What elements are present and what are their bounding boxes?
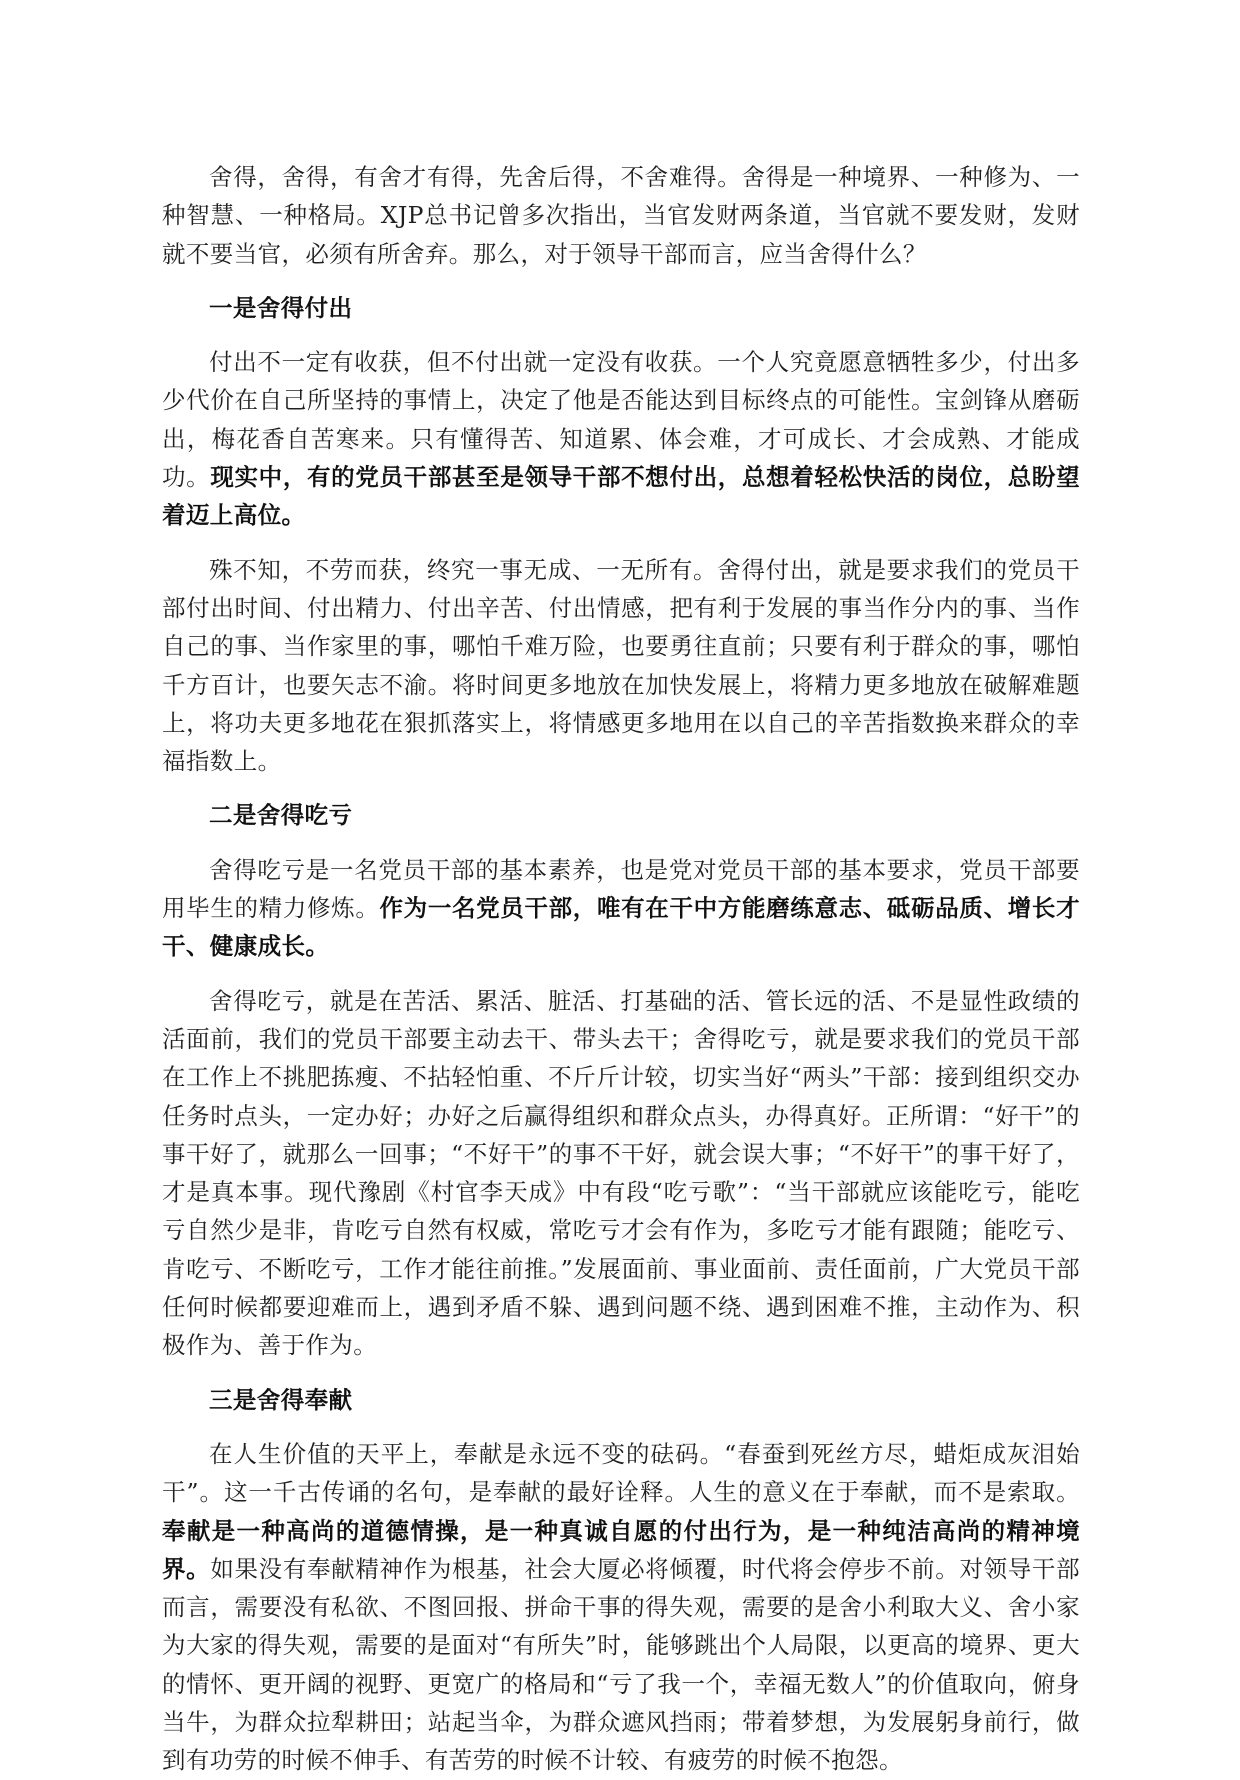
section-heading-1: 一是舍得付出 bbox=[209, 293, 353, 322]
bold-text-segment: 作为一名党员干部，唯有在干中方能磨练意志、砥砺品质、增长才干、健康成长。 bbox=[162, 894, 1080, 961]
section-heading-3: 三是舍得奉献 bbox=[209, 1385, 353, 1414]
bold-text-segment: 现实中，有的党员干部甚至是领导干部不想付出，总想着轻松快活的岗位，总盼望着迈上高位。 bbox=[162, 463, 1080, 530]
text-segment: 舍得吃亏是一名党员干部的基本素养，也是党对党员干部的基本要求，党员干部要用毕生的精力修炼。 bbox=[162, 855, 1080, 923]
text-segment: 舍得吃亏，就是在苦活、累活、脏活、打基础的活、管长远的活、不是显性政绩的活面前，我们的党员干部要主动去干、带头去干；舍得吃亏，就是要求我们的党员干部在工作上不挑肥拣瘦、不拈轻怕重、不斤斤计较，切实当好“两头”干部：接到组织交办任务时点头，一定办好；办好之后赢得组织和群众点头，办得真好。正所谓：“好干”的事干好了，就那么一回事；“不好干”的事不干好，就会误大事；“不好干”的事干好了，才是真本事。现代豫剧《村官李天成》中有段“吃亏歌”：“当干部就应该能吃亏，能吃亏自然少是非，肯吃亏自然有权威，常吃亏才会有作为，多吃亏才能有跟随；能吃亏、肯吃亏、不断吃亏，工作才能往前推。”发展面前、事业面前、责任面前，广大党员干部任何时候都要迎难而上，遇到矛盾不躲、遇到问题不绕、遇到困难不推，主动作为、积极作为、善于作为。 bbox=[162, 986, 1080, 1360]
section-heading-2: 二是舍得吃亏 bbox=[209, 801, 353, 830]
text-segment: 在人生价值的天平上，奉献是永远不变的砝码。“春蚕到死丝方尽，蜡炬成灰泪始干”。这一千古传诵的名句，是奉献的最好诠释。人生的意义在于奉献，而不是索取。 bbox=[162, 1439, 1080, 1507]
section-3-paragraph-1 bbox=[162, 1435, 1080, 1780]
text-segment: 舍得，舍得，有舍才有得，先舍后得，不舍难得。舍得是一种境界、一种修为、一种智慧、一种格局。XJP总书记曾多次指出，当官发财两条道，当官就不要发财，发财就不要当官，必须有所舍弃。那么，对于领导干部而言，应当舍得什么？ bbox=[162, 163, 1080, 268]
section-1-paragraph-2 bbox=[162, 551, 1080, 781]
section-2-paragraph-2 bbox=[162, 982, 1080, 1365]
bold-text-segment: 奉献是一种高尚的道德情操，是一种真诚自愿的付出行为，是一种纯洁高尚的精神境界。 bbox=[162, 1516, 1080, 1583]
intro-paragraph bbox=[162, 158, 1080, 273]
section-2-paragraph-1 bbox=[162, 851, 1080, 966]
text-segment: 付出不一定有收获，但不付出就一定没有收获。一个人究竟愿意牺牲多少，付出多少代价在自己所坚持的事情上，决定了他是否能达到目标终点的可能性。宝剑锋从磨砺出，梅花香自苦寒来。只有懂得苦、知道累、体会难，才可成长、才会成熟、才能成功。 bbox=[162, 348, 1080, 492]
text-segment: 殊不知，不劳而获，终究一事无成、一无所有。舍得付出，就是要求我们的党员干部付出时间、付出精力、付出辛苦、付出情感，把有利于发展的事当作分内的事、当作自己的事、当作家里的事，哪怕千难万险，也要勇往直前；只要有利于群众的事，哪怕千方百计，也要矢志不渝。将时间更多地放在加快发展上，将精力更多地放在破解难题上，将功夫更多地花在狠抓落实上，将情感更多地用在以自己的辛苦指数换来群众的幸福指数上。 bbox=[162, 555, 1080, 776]
section-1-paragraph-1 bbox=[162, 343, 1080, 534]
text-segment: 如果没有奉献精神作为根基，社会大厦必将倾覆，时代将会停步不前。对领导干部而言，需要没有私欲、不图回报、拼命干事的得失观，需要的是舍小利取大义、舍小家为大家的得失观，需要的是面对“有所失”时，能够跳出个人局限，以更高的境界、更大的情怀、更开阔的视野、更宽广的格局和“亏了我一个，幸福无数人”的价值取向，俯身当牛，为群众拉犁耕田；站起当伞，为群众遮风挡雨；带着梦想，为发展躬身前行，做到有功劳的时候不伸手、有苦劳的时候不计较、有疲劳的时候不抱怨。 bbox=[162, 1554, 1080, 1775]
